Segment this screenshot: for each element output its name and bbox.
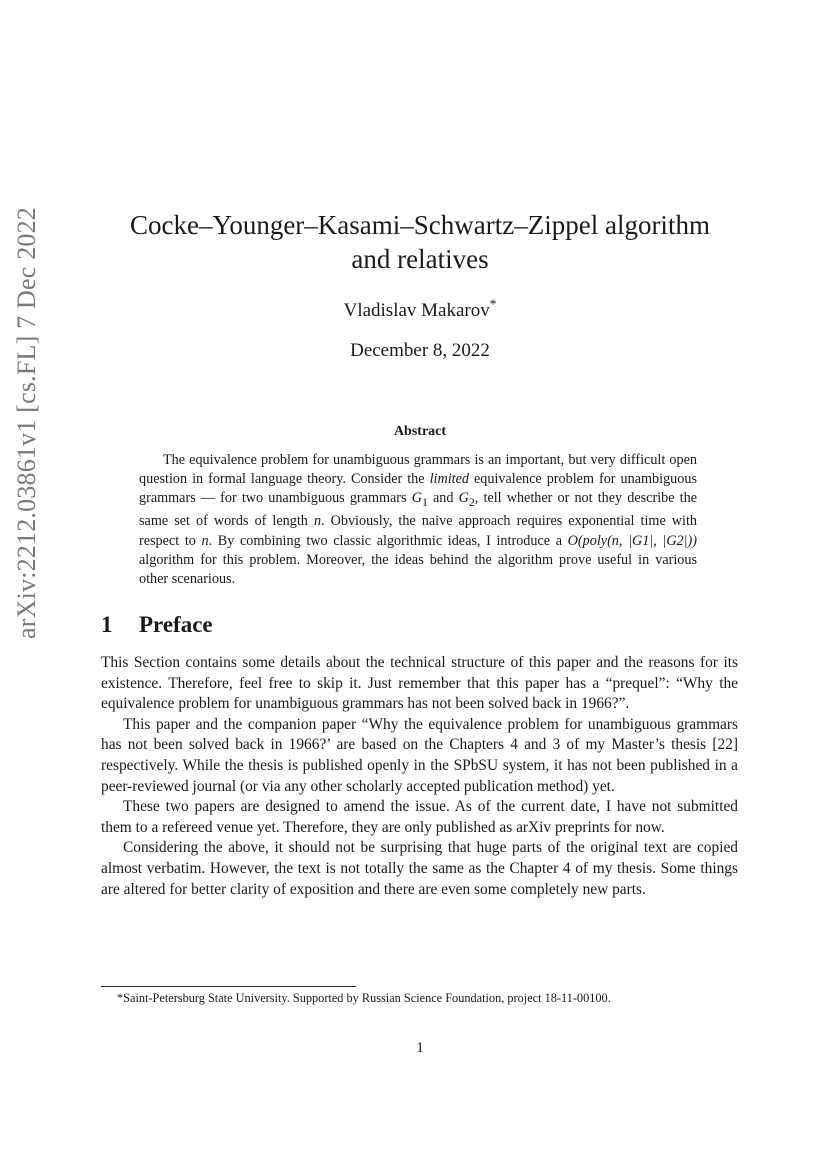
section-number: 1 [101,612,113,637]
math-n: n [201,532,209,549]
abstract-paragraph: The equivalence problem for unambiguous grammars is an important, but very difficult open question in formal language theory. Consider the limited equivalence problem for unambiguous grammars — for two unambiguous grammars $G_1$ and $G_2$, tell whether or not they describe the same set of words of length n. Obviously, the naive approach requires exponential time with respect to n. By combining two classic algorithmic ideas, I introduce a O(poly(n, |G1|, |G2|)) algorithm for this problem. Moreover, the ideas behind the algorithm prove useful in various other scenarious. [139,452,698,588]
body-paragraph: This Section contains some details about the technical structure of this paper and the reasons for its existence. Therefore, feel free to skip it. Just remember that this paper has a “prequel”: “Why the equivalence problem for unambiguous grammars has not been solved back in 1966?”. [101,654,738,713]
abstract-heading: Abstract [393,424,447,439]
paper-date: December 8, 2022 [350,340,490,361]
body-paragraph: This paper and the companion paper “Why the equivalence problem for unambiguous grammars has not been solved back in 1966?’ are based on the Chapters 4 and 3 of my Master’s thesis [22] respectively. While the thesis is published openly in the SPbSU system, it has not been published in a peer-reviewed journal (or via any other scholarly accepted publication method) yet. [101,715,738,795]
arxiv-identifier-text: arXiv:2212.03861v1 [cs.FL] 7 Dec 2022 [12,207,41,639]
footnote: *Saint-Petersburg State University. Supported by Russian Science Foundation, project 18-11-00100. [117,991,611,1005]
paper-title [90,208,750,276]
math-n: n [313,513,322,530]
section-body [101,653,738,900]
page-number: 1 [416,1040,424,1056]
body-paragraph: These two papers are designed to amend the issue. As of the current date, I have not submitted them to a refereed venue yet. Therefore, they are only published as arXiv preprints for now. [101,798,738,836]
abstract-body [139,451,697,589]
title-line-1: Cocke–Younger–Kasami–Schwartz–Zippel algorithm [130,210,710,240]
arxiv-identifier-stamp [4,207,60,639]
math-g2: $G_2$ [458,490,475,510]
author-line [90,296,750,322]
section-heading [101,612,213,638]
author-name: Vladislav Makarov [343,300,490,321]
body-paragraph: Considering the above, it should not be surprising that huge parts of the original text are copied almost verbatim. However, the text is not totally the same as the Chapter 4 of my thesis. Some things are altered for better clarity of exposition and there are even some completely new parts. [101,839,738,898]
math-g1: $G_1$ [411,490,428,510]
footnote-rule [101,986,356,987]
author-footnote-mark: * [489,296,497,312]
math-complexity: O(poly(n, |G1|, |G2|)) [567,532,698,549]
section-title: Preface [139,612,213,637]
title-line-2: and relatives [351,244,489,274]
emphasis-limited: limited [429,471,469,488]
